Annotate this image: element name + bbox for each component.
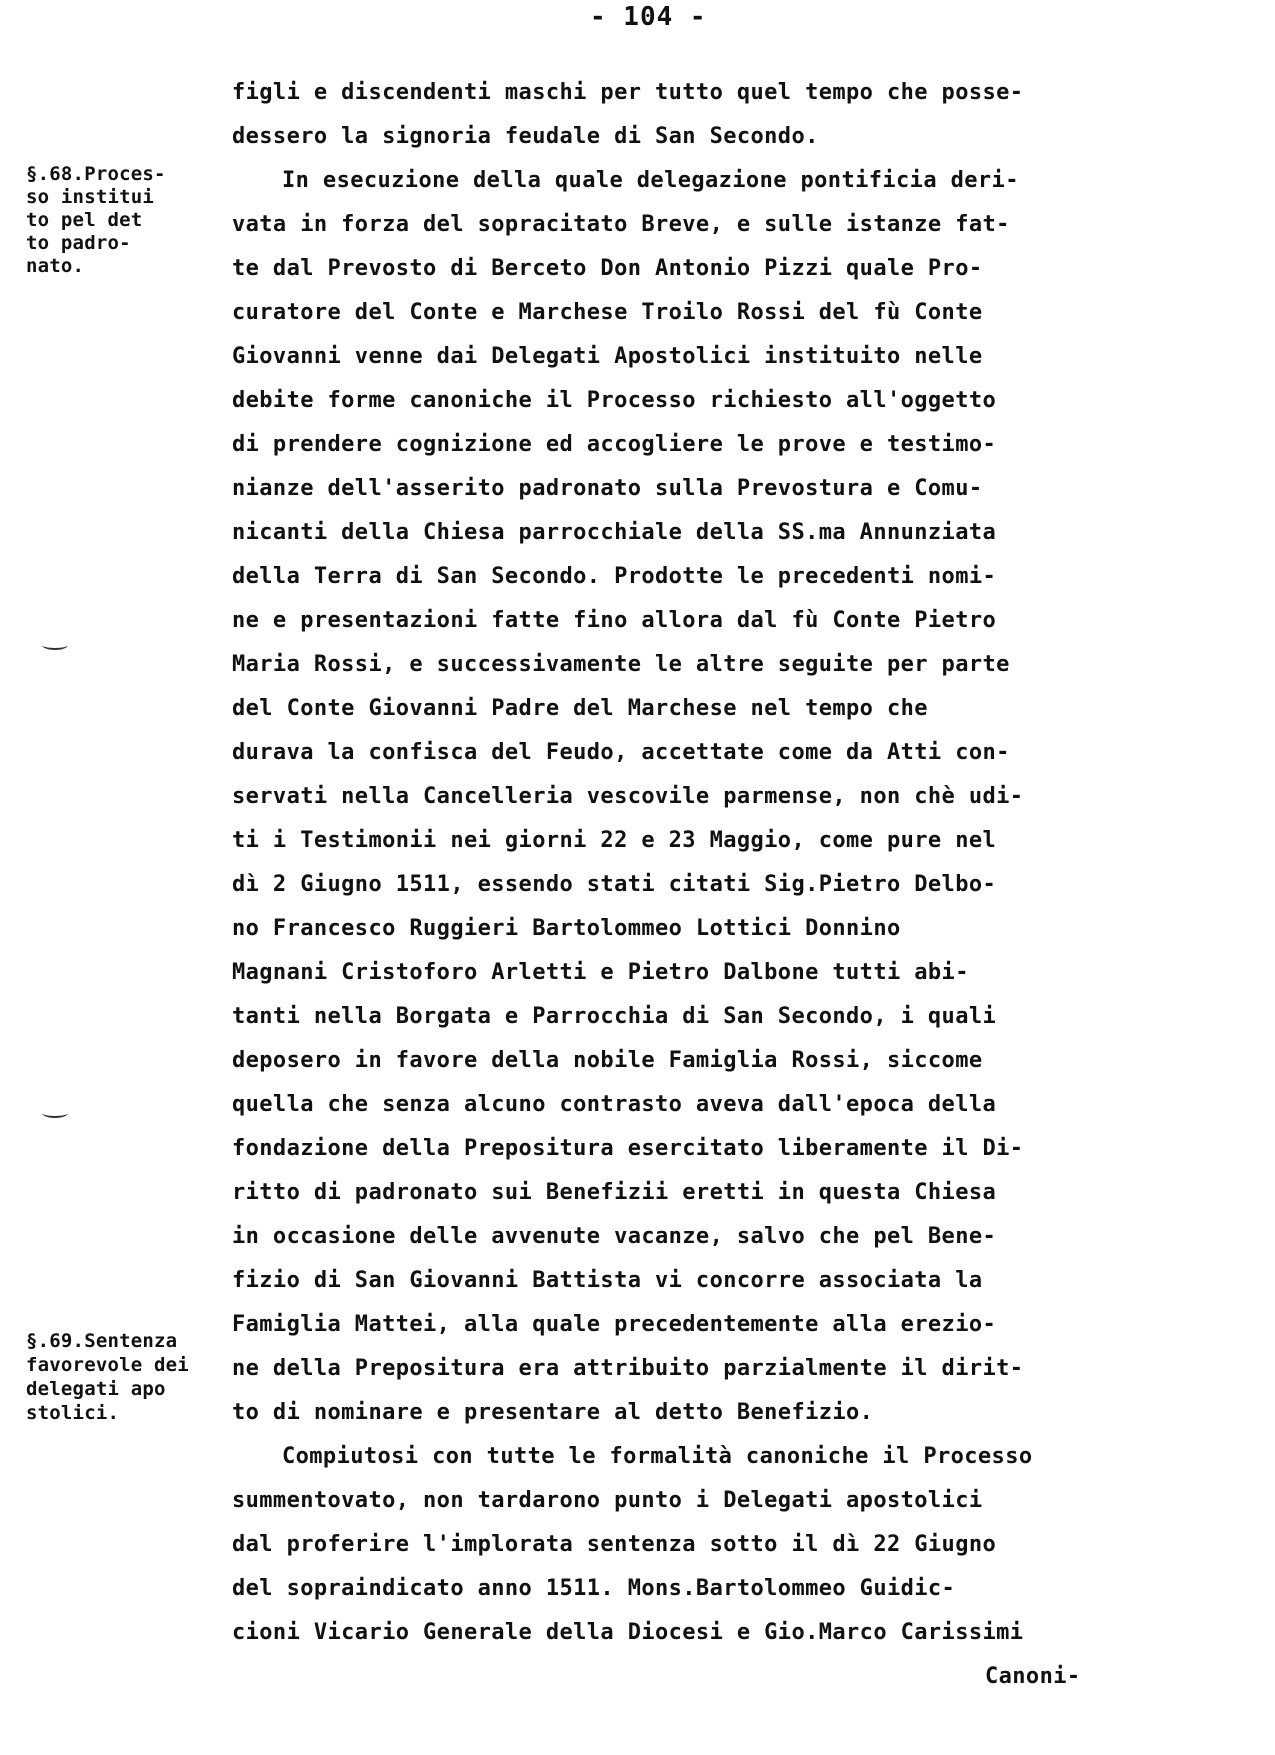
text-line: quella che senza alcuno contrasto aveva dall'epoca della bbox=[232, 1092, 997, 1117]
text-line: te dal Prevosto di Berceto Don Antonio Pizzi quale Pro- bbox=[232, 256, 983, 281]
margin-note-line: §.68.Proces- bbox=[26, 163, 166, 185]
text-line: ne e presentazioni fatte fino allora dal fù Conte Pietro bbox=[232, 608, 997, 633]
text-line: dessero la signoria feudale di San Secondo. bbox=[232, 124, 819, 149]
text-line: Magnani Cristoforo Arletti e Pietro Dalbone tutti abi- bbox=[232, 960, 969, 985]
text-line: servati nella Cancelleria vescovile parmense, non chè udi- bbox=[232, 784, 1024, 809]
text-line: del Conte Giovanni Padre del Marchese nel tempo che bbox=[232, 696, 928, 721]
text-line: di prendere cognizione ed accogliere le prove e testimo- bbox=[232, 432, 997, 457]
margin-note-line: §.69.Sentenza bbox=[26, 1330, 178, 1352]
text-line: fondazione della Prepositura esercitato liberamente il Di- bbox=[232, 1136, 1024, 1161]
margin-note-line: nato. bbox=[26, 255, 85, 277]
text-line: dì 2 Giugno 1511, essendo stati citati Sig.Pietro Delbo- bbox=[232, 872, 997, 897]
text-line: ritto di padronato sui Benefizii eretti in questa Chiesa bbox=[232, 1180, 997, 1205]
text-line: figli e discendenti maschi per tutto quel tempo che posse- bbox=[232, 80, 1024, 105]
text-line: no Francesco Ruggieri Bartolommeo Lottici Donnino bbox=[232, 916, 901, 941]
margin-tick-mark bbox=[42, 1108, 68, 1118]
margin-note-line: to padro- bbox=[26, 232, 131, 254]
text-line: Maria Rossi, e successivamente le altre seguite per parte bbox=[232, 652, 1010, 677]
text-line: Famiglia Mattei, alla quale precedentemente alla erezio- bbox=[232, 1312, 997, 1337]
text-line: in occasione delle avvenute vacanze, salvo che pel Bene- bbox=[232, 1224, 997, 1249]
text-line: tanti nella Borgata e Parrocchia di San Secondo, i quali bbox=[232, 1004, 997, 1029]
text-line: cioni Vicario Generale della Diocesi e Gio.Marco Carissimi bbox=[232, 1620, 1024, 1645]
margin-note-line: delegati apo bbox=[26, 1378, 166, 1400]
text-line: debite forme canoniche il Processo richiesto all'oggetto bbox=[232, 388, 997, 413]
text-line: deposero in favore della nobile Famiglia Rossi, siccome bbox=[232, 1048, 983, 1073]
page-number: - 104 - bbox=[590, 2, 707, 32]
text-line: In esecuzione della quale delegazione pontificia deri- bbox=[282, 168, 1019, 193]
text-line: curatore del Conte e Marchese Troilo Rossi del fù Conte bbox=[232, 300, 983, 325]
text-line: della Terra di San Secondo. Prodotte le precedenti nomi- bbox=[232, 564, 997, 589]
margin-note-line: to pel det bbox=[26, 209, 143, 231]
text-line: nicanti della Chiesa parrocchiale della SS.ma Annunziata bbox=[232, 520, 997, 545]
text-line: dal proferire l'implorata sentenza sotto il dì 22 Giugno bbox=[232, 1532, 997, 1557]
text-line: Compiutosi con tutte le formalità canoniche il Processo bbox=[282, 1444, 1033, 1469]
text-line: durava la confisca del Feudo, accettate come da Atti con- bbox=[232, 740, 1010, 765]
text-line: ne della Prepositura era attribuito parzialmente il dirit- bbox=[232, 1356, 1024, 1381]
margin-tick-mark bbox=[42, 640, 68, 650]
text-line: Giovanni venne dai Delegati Apostolici instituito nelle bbox=[232, 344, 983, 369]
text-line: to di nominare e presentare al detto Benefizio. bbox=[232, 1400, 874, 1425]
text-line: ti i Testimonii nei giorni 22 e 23 Maggio, come pure nel bbox=[232, 828, 997, 853]
text-line: vata in forza del sopracitato Breve, e sulle istanze fat- bbox=[232, 212, 1010, 237]
margin-note-line: so institui bbox=[26, 186, 155, 208]
text-line: del sopraindicato anno 1511. Mons.Bartolommeo Guidic- bbox=[232, 1576, 956, 1601]
text-line: nianze dell'asserito padronato sulla Prevostura e Comu- bbox=[232, 476, 983, 501]
text-line: fizio di San Giovanni Battista vi concorre associata la bbox=[232, 1268, 983, 1293]
margin-note-line: stolici. bbox=[26, 1402, 120, 1424]
text-line: summentovato, non tardarono punto i Delegati apostolici bbox=[232, 1488, 983, 1513]
catchword: Canoni- bbox=[985, 1664, 1081, 1689]
margin-note-line: favorevole dei bbox=[26, 1354, 189, 1376]
